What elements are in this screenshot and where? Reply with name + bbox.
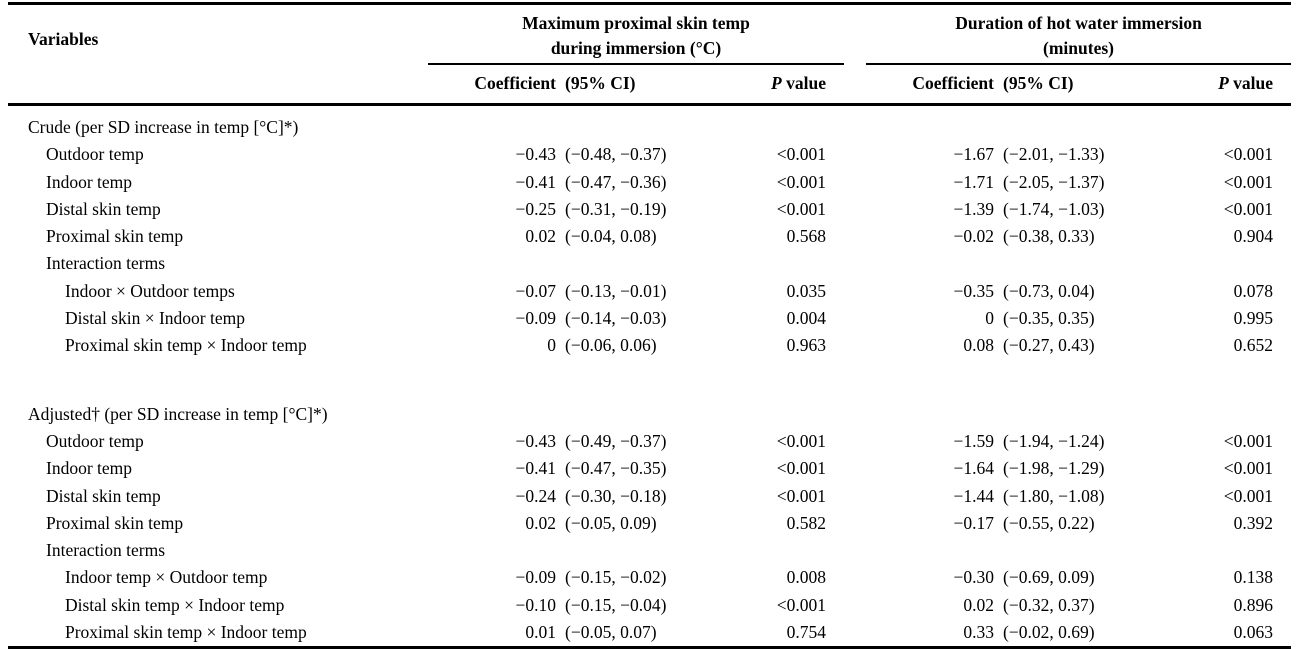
ci-max-skin-temp bbox=[556, 250, 724, 277]
pvalue-max-skin-temp: 0.582 bbox=[786, 512, 826, 533]
row-label: Proximal skin temp × Indoor temp bbox=[65, 622, 307, 643]
pvalue-max-skin-temp: <0.001 bbox=[776, 485, 826, 506]
column-gap-cell bbox=[844, 305, 866, 332]
ci-max-skin-temp: (−0.47, −0.35) bbox=[565, 458, 667, 479]
row-label: Interaction terms bbox=[46, 540, 166, 561]
coefficient-max-skin-temp: 0.02 bbox=[525, 512, 556, 533]
coefficient-duration bbox=[866, 105, 994, 142]
variables-column-header bbox=[8, 4, 428, 105]
pvalue-max-skin-temp: <0.001 bbox=[776, 198, 826, 219]
coefficient-duration: −1.67 bbox=[953, 144, 994, 165]
pvalue-max-skin-temp bbox=[724, 250, 844, 277]
column-gap-cell bbox=[844, 537, 866, 564]
spacer-cell bbox=[8, 360, 1291, 401]
table-row bbox=[8, 455, 1291, 482]
coefficient-duration: −1.44 bbox=[953, 485, 994, 506]
pvalue-duration bbox=[1164, 250, 1291, 277]
pvalue-max-skin-temp: <0.001 bbox=[776, 458, 826, 479]
pvalue-duration bbox=[1164, 537, 1291, 564]
section-header-row bbox=[8, 401, 1291, 428]
row-label: Outdoor temp bbox=[46, 430, 144, 451]
pvalue-duration: 0.138 bbox=[1233, 567, 1274, 588]
column-gap-cell bbox=[844, 428, 866, 455]
column-gap-cell bbox=[844, 169, 866, 196]
pvalue-max-skin-temp bbox=[724, 537, 844, 564]
column-gap-cell bbox=[844, 141, 866, 168]
row-label: Distal skin temp bbox=[46, 485, 161, 506]
subheader-coefficient-group2: Coefficient bbox=[866, 64, 994, 105]
row-label: Distal skin temp bbox=[46, 198, 161, 219]
table-row bbox=[8, 169, 1291, 196]
regression-results-table bbox=[8, 2, 1291, 649]
group-header-max-proximal-skin-temp bbox=[428, 4, 844, 65]
pvalue-duration bbox=[1164, 105, 1291, 142]
row-label: Indoor temp × Outdoor temp bbox=[65, 567, 268, 588]
coefficient-max-skin-temp bbox=[428, 105, 556, 142]
coefficient-max-skin-temp bbox=[428, 537, 556, 564]
ci-max-skin-temp: (−0.04, 0.08) bbox=[565, 226, 657, 247]
subheader-pvalue-group1 bbox=[724, 64, 844, 105]
ci-max-skin-temp: (−0.14, −0.03) bbox=[565, 308, 667, 329]
ci-max-skin-temp: (−0.49, −0.37) bbox=[565, 430, 667, 451]
pvalue-max-skin-temp bbox=[724, 105, 844, 142]
ci-max-skin-temp bbox=[556, 105, 724, 142]
coefficient-max-skin-temp: −0.41 bbox=[515, 458, 556, 479]
coefficient-duration: 0.02 bbox=[963, 594, 994, 615]
column-gap-cell bbox=[844, 401, 866, 428]
subheader-ci-group1: (95% CI) bbox=[556, 64, 724, 105]
ci-duration: (−0.02, 0.69) bbox=[1003, 622, 1095, 643]
column-gap-cell bbox=[844, 483, 866, 510]
pvalue-max-skin-temp: 0.008 bbox=[786, 567, 826, 588]
column-gap-cell bbox=[844, 196, 866, 223]
table-row bbox=[8, 483, 1291, 510]
pvalue-max-skin-temp: <0.001 bbox=[776, 144, 826, 165]
coefficient-duration: −0.35 bbox=[953, 280, 994, 301]
column-gap-cell bbox=[844, 455, 866, 482]
pvalue-duration: 0.995 bbox=[1233, 308, 1274, 329]
pvalue-max-skin-temp: 0.035 bbox=[786, 280, 826, 301]
column-gap-cell bbox=[844, 619, 866, 648]
p-rest-group2: value bbox=[1228, 72, 1274, 93]
coefficient-max-skin-temp: −0.10 bbox=[515, 594, 556, 615]
ci-max-skin-temp bbox=[556, 401, 724, 428]
row-label: Indoor temp bbox=[46, 458, 133, 479]
coefficient-duration: 0 bbox=[985, 308, 994, 329]
table-row bbox=[8, 196, 1291, 223]
group1-title-line1: Maximum proximal skin temp bbox=[522, 13, 750, 33]
coefficient-max-skin-temp: −0.43 bbox=[515, 144, 556, 165]
pvalue-max-skin-temp: 0.754 bbox=[786, 622, 826, 643]
row-label: Distal skin temp × Indoor temp bbox=[65, 594, 285, 615]
row-label: Indoor × Outdoor temps bbox=[65, 280, 235, 301]
pvalue-duration: <0.001 bbox=[1223, 171, 1274, 192]
coefficient-max-skin-temp: −0.43 bbox=[515, 430, 556, 451]
pvalue-duration: 0.896 bbox=[1233, 594, 1274, 615]
ci-duration: (−1.80, −1.08) bbox=[1003, 485, 1105, 506]
column-gap-cell bbox=[844, 250, 866, 277]
group1-title-line2: during immersion (°C) bbox=[550, 38, 722, 58]
ci-duration: (−2.01, −1.33) bbox=[1003, 144, 1105, 165]
ci-max-skin-temp: (−0.48, −0.37) bbox=[565, 144, 667, 165]
column-gap-cell bbox=[844, 510, 866, 537]
pvalue-duration: <0.001 bbox=[1223, 144, 1274, 165]
pvalue-max-skin-temp: 0.963 bbox=[786, 335, 826, 356]
variables-label: Variables bbox=[28, 29, 99, 49]
coefficient-duration bbox=[866, 250, 994, 277]
row-label: Adjusted† (per SD increase in temp [°C]*) bbox=[28, 403, 328, 424]
table-row bbox=[8, 592, 1291, 619]
table-row bbox=[8, 428, 1291, 455]
ci-max-skin-temp: (−0.47, −0.36) bbox=[565, 171, 667, 192]
ci-duration: (−0.38, 0.33) bbox=[1003, 226, 1095, 247]
ci-duration: (−0.55, 0.22) bbox=[1003, 512, 1095, 533]
column-gap-cell bbox=[844, 564, 866, 591]
coefficient-duration: −0.02 bbox=[953, 226, 994, 247]
table-body bbox=[8, 105, 1291, 648]
ci-duration: (−0.32, 0.37) bbox=[1003, 594, 1095, 615]
row-label: Indoor temp bbox=[46, 171, 133, 192]
coefficient-duration: 0.33 bbox=[963, 622, 994, 643]
coefficient-max-skin-temp bbox=[428, 250, 556, 277]
pvalue-max-skin-temp: <0.001 bbox=[776, 594, 826, 615]
table-row bbox=[8, 223, 1291, 250]
ci-max-skin-temp: (−0.31, −0.19) bbox=[565, 198, 667, 219]
ci-duration: (−0.69, 0.09) bbox=[1003, 567, 1095, 588]
p-rest-group1: value bbox=[781, 72, 826, 93]
coefficient-max-skin-temp: 0.01 bbox=[525, 622, 556, 643]
coefficient-max-skin-temp: −0.24 bbox=[515, 485, 556, 506]
coefficient-max-skin-temp: 0.02 bbox=[525, 226, 556, 247]
coefficient-max-skin-temp: −0.25 bbox=[515, 198, 556, 219]
row-label: Distal skin × Indoor temp bbox=[65, 308, 245, 329]
coefficient-duration bbox=[866, 401, 994, 428]
table-row bbox=[8, 305, 1291, 332]
coefficient-max-skin-temp: −0.07 bbox=[515, 280, 556, 301]
column-gap-cell bbox=[844, 332, 866, 359]
group2-title-line2: (minutes) bbox=[1043, 38, 1114, 58]
coefficient-duration: −1.39 bbox=[953, 198, 994, 219]
pvalue-max-skin-temp: <0.001 bbox=[776, 430, 826, 451]
table-row bbox=[8, 510, 1291, 537]
ci-duration: (−0.27, 0.43) bbox=[1003, 335, 1095, 356]
table-row bbox=[8, 141, 1291, 168]
table-row bbox=[8, 564, 1291, 591]
ci-max-skin-temp: (−0.30, −0.18) bbox=[565, 485, 667, 506]
pvalue-duration: <0.001 bbox=[1223, 485, 1274, 506]
p-italic-group2: P bbox=[1218, 72, 1229, 93]
subheader-ci-group2: (95% CI) bbox=[994, 64, 1164, 105]
table-row bbox=[8, 537, 1291, 564]
pvalue-duration: 0.063 bbox=[1233, 622, 1274, 643]
coefficient-duration: −0.30 bbox=[953, 567, 994, 588]
ci-duration bbox=[994, 105, 1164, 142]
section-header-row bbox=[8, 105, 1291, 142]
ci-duration: (−1.94, −1.24) bbox=[1003, 430, 1105, 451]
ci-max-skin-temp: (−0.13, −0.01) bbox=[565, 280, 667, 301]
ci-max-skin-temp: (−0.15, −0.04) bbox=[565, 594, 667, 615]
ci-max-skin-temp: (−0.15, −0.02) bbox=[565, 567, 667, 588]
row-label: Proximal skin temp bbox=[46, 226, 184, 247]
coefficient-max-skin-temp: 0 bbox=[547, 335, 556, 356]
spacer-row bbox=[8, 360, 1291, 401]
coefficient-max-skin-temp: −0.09 bbox=[515, 567, 556, 588]
group-header-row bbox=[8, 4, 1291, 65]
pvalue-max-skin-temp: 0.568 bbox=[786, 226, 826, 247]
row-label: Crude (per SD increase in temp [°C]*) bbox=[28, 117, 299, 137]
pvalue-duration: <0.001 bbox=[1223, 198, 1274, 219]
pvalue-max-skin-temp: 0.004 bbox=[786, 308, 826, 329]
table-row bbox=[8, 332, 1291, 359]
subheader-coefficient-group1: Coefficient bbox=[428, 64, 556, 105]
column-group-gap bbox=[844, 4, 866, 105]
coefficient-max-skin-temp: −0.41 bbox=[515, 171, 556, 192]
pvalue-duration bbox=[1164, 401, 1291, 428]
table-row bbox=[8, 278, 1291, 305]
subheader-pvalue-group2 bbox=[1164, 64, 1291, 105]
p-italic-group1: P bbox=[771, 72, 782, 93]
column-gap-cell bbox=[844, 278, 866, 305]
ci-duration bbox=[994, 537, 1164, 564]
ci-duration: (−2.05, −1.37) bbox=[1003, 171, 1105, 192]
row-label: Outdoor temp bbox=[46, 144, 144, 165]
table-row bbox=[8, 250, 1291, 277]
ci-max-skin-temp: (−0.06, 0.06) bbox=[565, 335, 657, 356]
pvalue-duration: 0.392 bbox=[1233, 512, 1274, 533]
pvalue-max-skin-temp bbox=[724, 401, 844, 428]
pvalue-duration: 0.652 bbox=[1233, 335, 1274, 356]
table-row bbox=[8, 619, 1291, 648]
ci-max-skin-temp: (−0.05, 0.07) bbox=[565, 622, 657, 643]
coefficient-max-skin-temp bbox=[428, 401, 556, 428]
coefficient-duration: −1.71 bbox=[953, 171, 994, 192]
ci-duration: (−0.35, 0.35) bbox=[1003, 308, 1095, 329]
ci-max-skin-temp bbox=[556, 537, 724, 564]
ci-max-skin-temp: (−0.05, 0.09) bbox=[565, 512, 657, 533]
pvalue-max-skin-temp: <0.001 bbox=[776, 171, 826, 192]
ci-duration: (−0.73, 0.04) bbox=[1003, 280, 1095, 301]
group-header-duration-immersion bbox=[866, 4, 1291, 65]
ci-duration bbox=[994, 250, 1164, 277]
coefficient-duration: −1.64 bbox=[953, 458, 994, 479]
ci-duration: (−1.98, −1.29) bbox=[1003, 458, 1105, 479]
column-gap-cell bbox=[844, 592, 866, 619]
pvalue-duration: 0.904 bbox=[1233, 226, 1274, 247]
pvalue-duration: <0.001 bbox=[1223, 430, 1274, 451]
pvalue-duration: 0.078 bbox=[1233, 280, 1274, 301]
row-label: Proximal skin temp × Indoor temp bbox=[65, 335, 307, 356]
row-label: Proximal skin temp bbox=[46, 512, 184, 533]
coefficient-duration: −0.17 bbox=[953, 512, 994, 533]
coefficient-max-skin-temp: −0.09 bbox=[515, 308, 556, 329]
pvalue-duration: <0.001 bbox=[1223, 458, 1274, 479]
column-gap-cell bbox=[844, 105, 866, 142]
coefficient-duration: 0.08 bbox=[963, 335, 994, 356]
row-label: Interaction terms bbox=[46, 253, 166, 274]
coefficient-duration bbox=[866, 537, 994, 564]
ci-duration: (−1.74, −1.03) bbox=[1003, 198, 1105, 219]
ci-duration bbox=[994, 401, 1164, 428]
column-gap-cell bbox=[844, 223, 866, 250]
group2-title-line1: Duration of hot water immersion bbox=[955, 13, 1202, 33]
coefficient-duration: −1.59 bbox=[953, 430, 994, 451]
table-header bbox=[8, 4, 1291, 105]
